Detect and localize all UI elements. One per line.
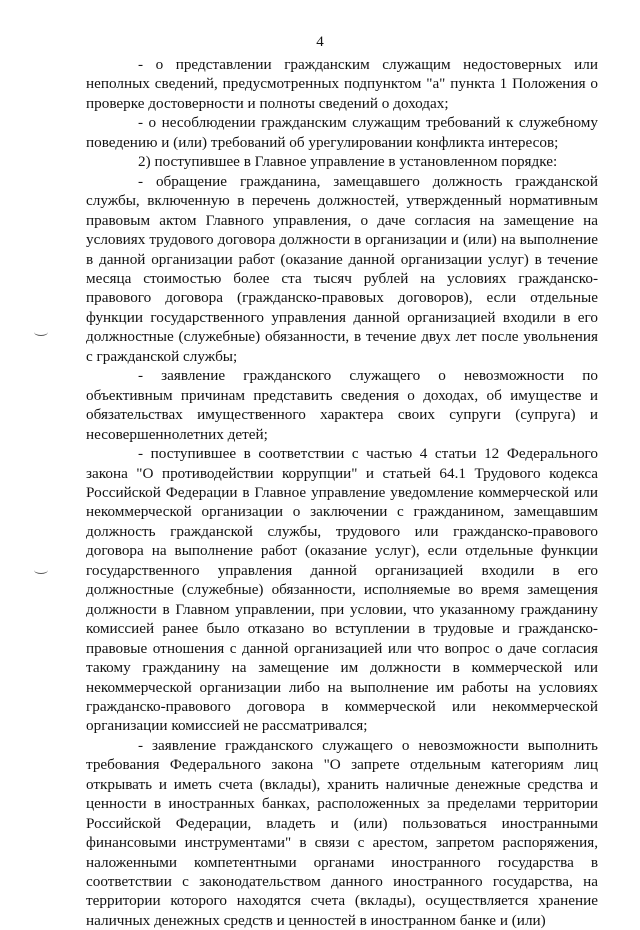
paragraph-foreign-accounts-statement: - заявление гражданского служащего о невозможности выполнить требования Федерального закона "О запрете отдельным категориям лиц открывать и иметь счета (вклады), хранить наличные денежные средства и ценности в иностранных банках, расположенных за пределами территории Российской Федерации, владеть и (или) пользоваться иностранными финансовыми инструментами" в связи с арестом, запретом распоряжения, наложенными компетентными органами иностранного государства в соответствии с законодательством данного иностранного государства, на территории которого находятся счета (вклады), осуществляется хранение наличных денежных средств и ценностей в иностранном банке и (или) (86, 736, 598, 929)
page-number: 4 (316, 34, 324, 50)
paragraph-received-item-2: 2) поступившее в Главное управление в установленном порядке: (138, 153, 558, 171)
paragraph-unreliable-information: - о представлении гражданским служащим недостоверных или неполных сведений, предусмотренных подпунктом "а" пункта 1 Положения о проверке достоверности и полноты сведений о доходах; (86, 56, 598, 112)
margin-bracket-mark (34, 566, 48, 574)
document-body (86, 55, 598, 930)
paragraph-conduct-requirements: - о несоблюдении гражданским служащим требований к служебному поведению и (или) требований об урегулировании конфликта интересов; (86, 114, 598, 151)
paragraph-organization-notice: - поступившее в соответствии с частью 4 статьи 12 Федерального закона "О противодействии коррупции" и статьей 64.1 Трудового кодекса Российской Федерации в Главное управление уведомление коммерческой или некоммерческой организации о заключении с гражданином, замещавшим должность гражданской службы, трудового или гражданско-правового договора на выполнение работ (оказание услуг), если отдельные функции государственного управления данной организацией входили в его должностные (служебные) обязанности, исполняемые во время замещения должности в Главном управлении, при условии, что указанному гражданину комиссией ранее было отказано во вступлении в трудовые и гражданско-правовые отношения с данной организацией или что вопрос о даче согласия такому гражданину на замещение им должности в коммерческой или некоммерческой организации либо на выполнение им работы на условиях гражданско-правового договора в коммерческой или некоммерческой организации комиссией не рассматривался; (86, 445, 598, 735)
margin-bracket-mark (34, 328, 48, 336)
paragraph-income-statement-impossibility: - заявление гражданского служащего о невозможности по объективным причинам представить сведения о доходах, об имуществе и обязательствах имущественного характера своих супруги (супруга) и несовершеннолетних детей; (86, 367, 598, 443)
paragraph-citizen-appeal: - обращение гражданина, замещавшего должность гражданской службы, включенную в перечень должностей, утвержденный нормативным правовым актом Главного управления, о даче согласия на замещение на условиях трудового договора должности в организации и (или) на выполнение в данной организации работ (оказание данной организации услуг) в течение месяца стоимостью более ста тысяч рублей на условиях гражданско-правового договора (гражданско-правовых договоров), если отдельные функции государственного управления данной организацией входили в его должностные (служебные) обязанности, в течение двух лет после увольнения с гражданской службы; (86, 172, 598, 365)
